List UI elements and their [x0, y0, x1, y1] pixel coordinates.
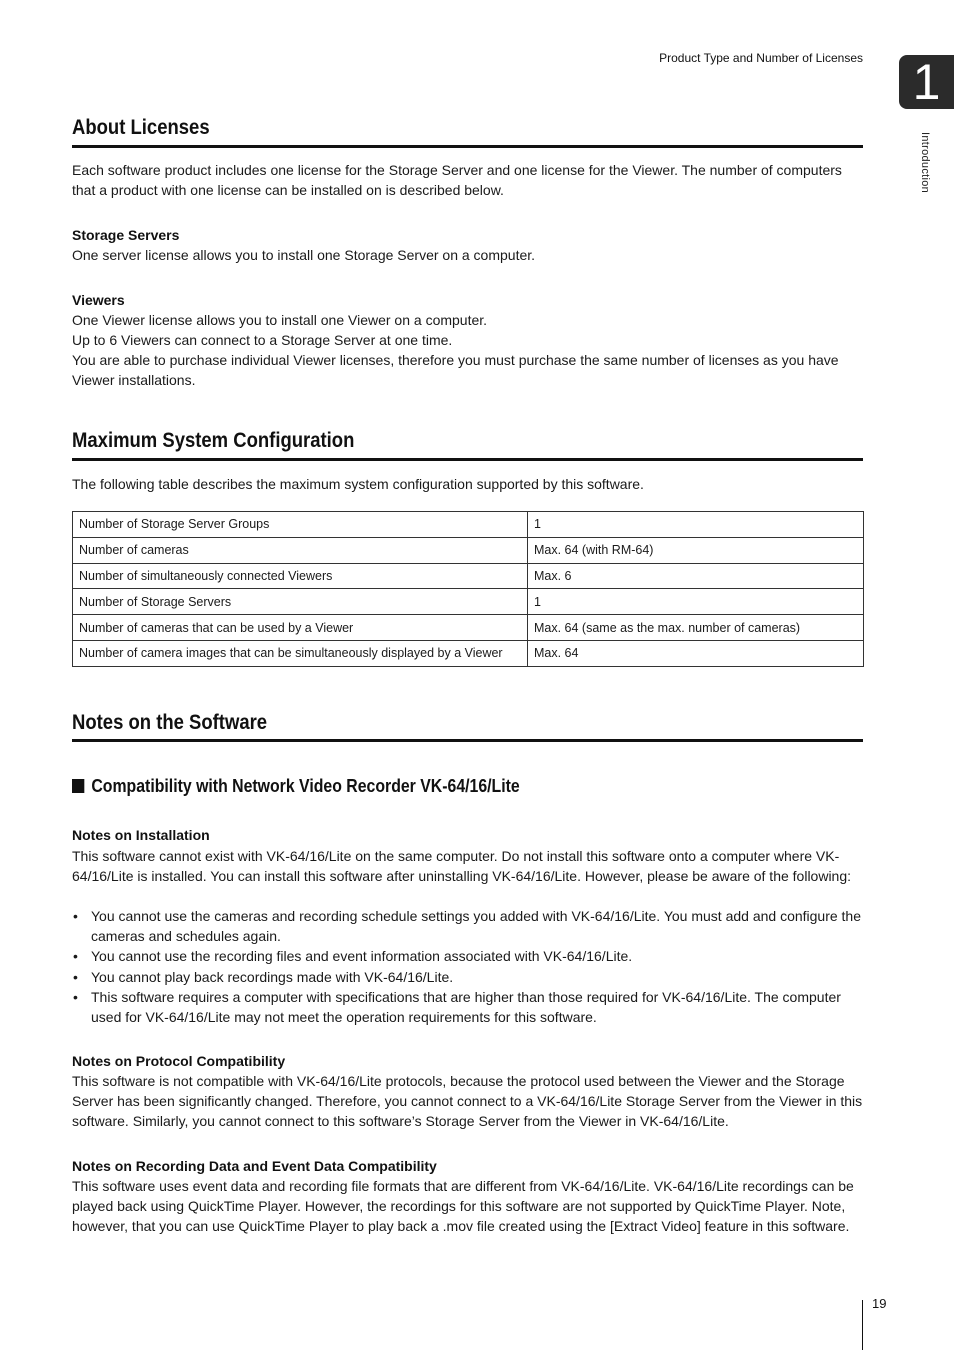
table-cell-label: Number of simultaneously connected Viewers — [73, 563, 528, 589]
table-cell-value: 1 — [528, 589, 864, 615]
list-item: • This software requires a computer with specifications that are higher than those required for VK-64/16/Lite. The computer used for VK-64/16/Lite may not meet the operation requirements for this software. — [72, 987, 863, 1027]
protocol-heading: Notes on Protocol Compatibility — [72, 1053, 286, 1069]
recording-text: This software uses event data and recording file formats that are different from VK-64/16/Lite. VK-64/16/Lite recordings can be played back using QuickTime Player. However, the recordings for this software are not supported by QuickTime Player. Note, however, that you can use QuickTime Player to play back a .mov file created using the [Extract Video] feature in this software. — [72, 1178, 854, 1235]
install-heading: Notes on Installation — [72, 827, 210, 843]
table-cell-label: Number of cameras that can be used by a Viewer — [73, 615, 528, 641]
table-cell-value: Max. 64 (with RM-64) — [528, 537, 864, 563]
table-cell-label: Number of Storage Server Groups — [73, 512, 528, 538]
chapter-tab: 1 — [899, 55, 954, 109]
table-cell-value: Max. 6 — [528, 563, 864, 589]
table-row — [73, 537, 864, 563]
viewers-line: One Viewer license allows you to install one Viewer on a computer. — [72, 312, 488, 328]
about-intro: Each software product includes one license for the Storage Server and one license for the Viewer. The number of computers that a product with one license can be installed on is described below. — [72, 162, 842, 199]
section-rule — [72, 739, 863, 742]
max-config-intro: The following table describes the maximum system configuration supported by this software. — [72, 476, 644, 492]
running-head: Product Type and Number of Licenses — [659, 51, 863, 65]
section-rule — [72, 145, 863, 148]
page-number: 19 — [872, 1296, 887, 1311]
table-cell-label: Number of Storage Servers — [73, 589, 528, 615]
table-cell-label: Number of cameras — [73, 537, 528, 563]
section-title-max-config: Maximum System Configuration — [72, 429, 355, 452]
page-number-bar — [862, 1300, 863, 1350]
square-bullet-icon — [72, 779, 84, 793]
section-rule — [72, 458, 863, 461]
section-title-about-licenses: About Licenses — [72, 116, 210, 139]
table-cell-label: Number of camera images that can be simultaneously displayed by a Viewer — [73, 640, 528, 666]
section-title-notes: Notes on the Software — [72, 711, 268, 734]
chapter-side-label: Introduction — [919, 132, 931, 194]
viewers-heading: Viewers — [72, 292, 125, 308]
table-row — [73, 615, 864, 641]
table-row — [73, 640, 864, 666]
config-table — [72, 511, 864, 667]
protocol-text: This software is not compatible with VK-64/16/Lite protocols, because the protocol used between the Viewer and the Storage Server has been significantly changed. Therefore, you cannot connect to a VK-64/16/Lite Storage Server from the Viewer in this software. Similarly, you cannot connect to this software’s Storage Server from the Viewer in VK-64/16/Lite. — [72, 1073, 863, 1130]
table-row — [73, 512, 864, 538]
table-cell-value: Max. 64 — [528, 640, 864, 666]
table-row — [73, 563, 864, 589]
list-item: • You cannot use the cameras and recording schedule settings you added with VK-64/16/Lite. You must add and configure the cameras and schedules again. — [72, 906, 863, 946]
subsection-title-text: Compatibility with Network Video Recorder VK-64/16/Lite — [91, 776, 520, 796]
storage-servers-heading: Storage Servers — [72, 227, 180, 243]
viewers-line: You are able to purchase individual Viewer licenses, therefore you must purchase the same number of licenses as you have Viewer installations. — [72, 352, 839, 389]
storage-servers-text: One server license allows you to install one Storage Server on a computer. — [72, 247, 536, 263]
list-item: • You cannot play back recordings made with VK-64/16/Lite. — [72, 967, 863, 987]
list-item: • You cannot use the recording files and event information associated with VK-64/16/Lite. — [72, 946, 863, 966]
subsection-title-compat — [72, 776, 520, 797]
recording-heading: Notes on Recording Data and Event Data Compatibility — [72, 1158, 437, 1174]
table-cell-value: Max. 64 (same as the max. number of cameras) — [528, 615, 864, 641]
viewers-line: Up to 6 Viewers can connect to a Storage Server at one time. — [72, 332, 453, 348]
install-text: This software cannot exist with VK-64/16/Lite on the same computer. Do not install this software onto a computer where VK-64/16/Lite is installed. You can install this software after uninstalling VK-64/16/Lite. However, please be aware of the following: — [72, 848, 852, 885]
install-bullet-list — [72, 906, 863, 1027]
table-cell-value: 1 — [528, 512, 864, 538]
table-row — [73, 589, 864, 615]
